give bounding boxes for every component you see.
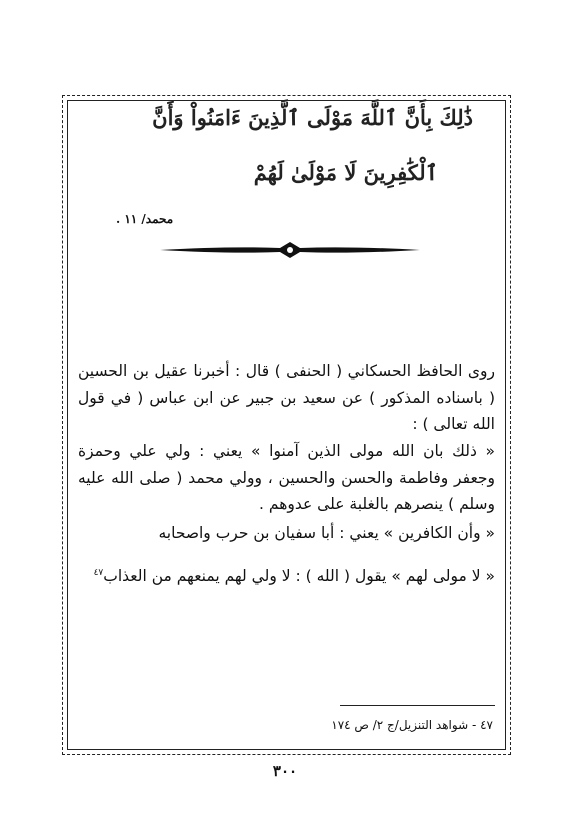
paragraph-1: روى الحافظ الحسكاني ( الحنفى ) قال : أخبرنا عقيل بن الحسين ( باسناده المذكور ) عن سعيد بن جبير عن ابن عباس ( في قول الله تعالى ) : [78,362,495,433]
paragraph-4-text: « لا مولى لهم » يقول ( الله ) : لا ولي لهم يمنعهم من العذاب [103,567,495,586]
footnote-marker: ٤٧ [93,568,104,578]
footnote: ٤٧ - شواهد التنزيل/ج ٢/ ص ١٧٤ [331,718,493,732]
paragraph-4 [78,560,495,590]
verse-line-1: ذَٰلِكَ بِأَنَّ ٱللَّهَ مَوْلَى ٱلَّذِينَ ءَامَنُواْ وَأَنَّ [152,105,473,130]
verse-line-2: ٱلْكَٰفِرِينَ لَا مَوْلَىٰ لَهُمْ [253,160,438,185]
paragraph-3: « وأن الكافرين » يعني : أبا سفيان بن حرب واصحابه [158,524,495,542]
footnote-separator [340,705,495,706]
paragraph-2: « ذلك بان الله مولى الذين آمنوا » يعني : ولي علي وحمزة وجعفر وفاطمة والحسن والحسين ، وولي محمد ( صلى الله عليه وسلم ) ينصرهم بالغلبة على عدوهم . [78,442,495,513]
ornament-divider [160,240,420,260]
verse-reference: محمد/ ١١ . [116,212,174,226]
page-number: ٣٠٠ [272,762,298,780]
